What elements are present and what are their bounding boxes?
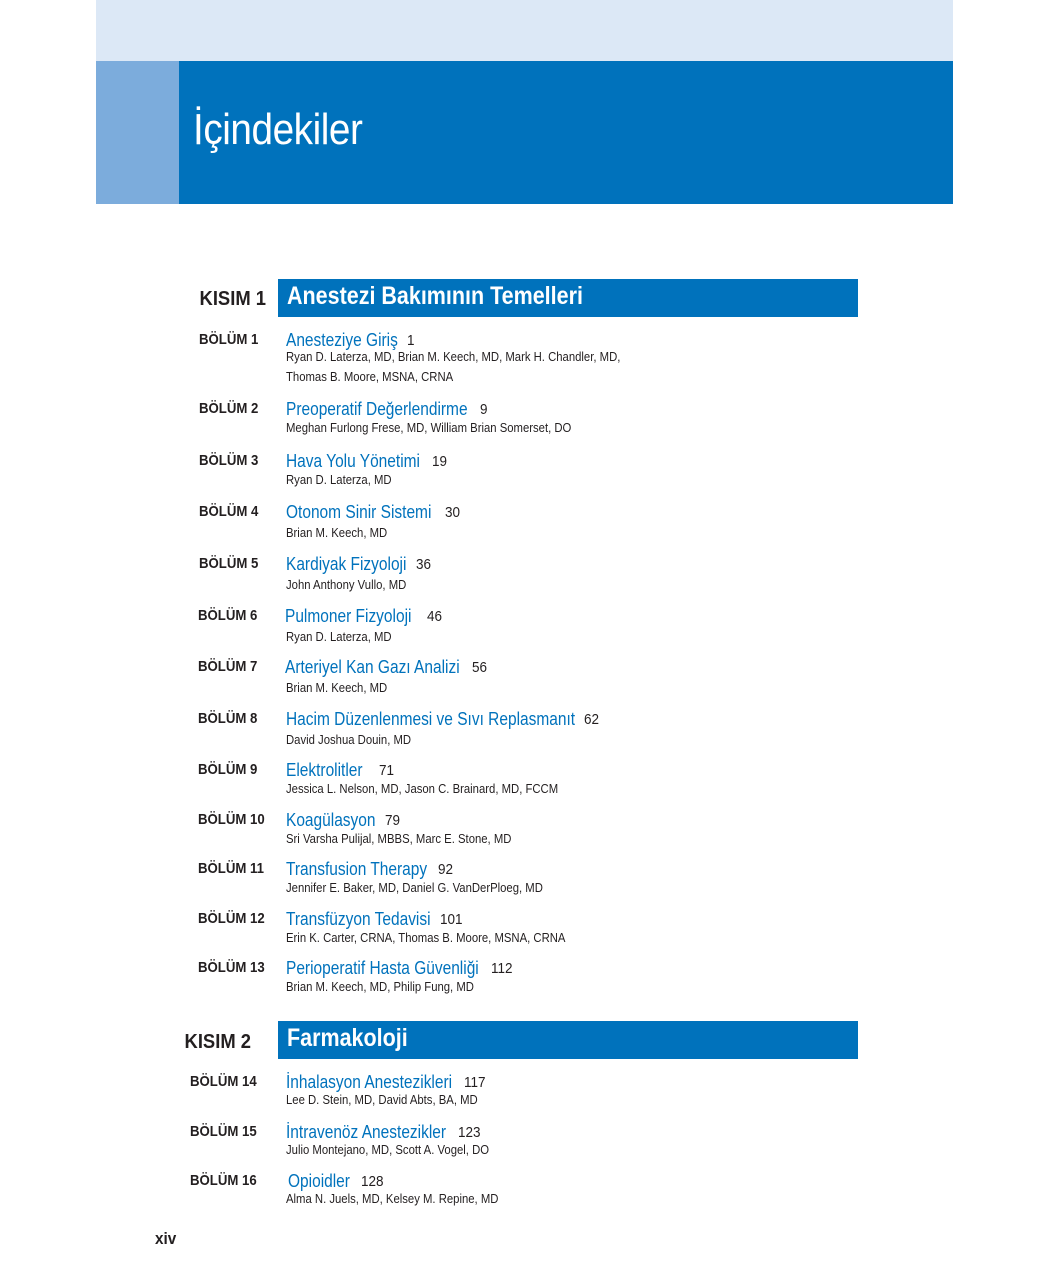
chapter-authors-line: Ryan D. Laterza, MD [286, 629, 392, 644]
chapter-page-number: 123 [458, 1124, 481, 1141]
chapter-label: BÖLÜM 15 [190, 1123, 257, 1140]
chapter-page-number: 101 [440, 911, 463, 928]
chapter-authors-line: Lee D. Stein, MD, David Abts, BA, MD [286, 1092, 478, 1107]
chapter-label: BÖLÜM 1 [199, 331, 259, 348]
part-2-title: Farmakoloji [287, 1024, 408, 1052]
chapter-authors-line: Meghan Furlong Frese, MD, William Brian Somerset, DO [286, 420, 572, 435]
chapter-label: BÖLÜM 2 [199, 400, 259, 417]
chapter-title-link[interactable]: Otonom Sinir Sistemi [286, 502, 432, 522]
chapter-title-link[interactable]: Elektrolitler [286, 760, 363, 780]
chapter-label: BÖLÜM 12 [198, 910, 265, 927]
chapter-authors-line: Brian M. Keech, MD, Philip Fung, MD [286, 979, 474, 994]
chapter-page-number: 112 [491, 960, 513, 977]
chapter-title-link[interactable]: Hacim Düzenlenmesi ve Sıvı Replasmanıt [286, 709, 576, 729]
chapter-label: BÖLÜM 10 [198, 811, 265, 828]
chapter-page-number: 117 [464, 1074, 486, 1091]
chapter-label: BÖLÜM 7 [198, 658, 258, 675]
header-banner [179, 61, 953, 204]
chapter-page-number: 30 [445, 504, 461, 521]
part-2-bar [278, 1021, 858, 1059]
chapter-label: BÖLÜM 6 [198, 607, 258, 624]
chapter-page-number: 9 [480, 401, 488, 418]
chapter-label: BÖLÜM 3 [199, 452, 259, 469]
chapter-label: BÖLÜM 11 [198, 860, 265, 877]
chapter-authors-line: Jessica L. Nelson, MD, Jason C. Brainard, MD, FCCM [286, 781, 559, 796]
chapter-authors-line: David Joshua Douin, MD [286, 732, 412, 747]
chapter-label: BÖLÜM 4 [199, 503, 259, 520]
top-band [96, 0, 953, 61]
chapter-title-link[interactable]: Pulmoner Fizyoloji [285, 606, 412, 626]
chapter-label: BÖLÜM 5 [199, 555, 259, 572]
chapter-page-number: 56 [472, 659, 488, 676]
page-folio: xiv [155, 1229, 177, 1248]
chapter-page-number: 46 [427, 608, 443, 625]
header-side-block [96, 61, 179, 204]
chapter-authors-line: Brian M. Keech, MD [286, 525, 388, 540]
chapter-label: BÖLÜM 8 [198, 710, 258, 727]
chapter-title-link[interactable]: Transfusion Therapy [286, 859, 428, 879]
chapter-title-link[interactable]: Transfüzyon Tedavisi [286, 909, 431, 929]
chapter-title-link[interactable]: Perioperatif Hasta Güvenliği [286, 958, 479, 978]
chapter-authors-line: Ryan D. Laterza, MD, Brian M. Keech, MD, Mark H. Chandler, MD, [286, 349, 621, 364]
chapter-authors-line: Brian M. Keech, MD [286, 680, 388, 695]
chapter-authors-line: Julio Montejano, MD, Scott A. Vogel, DO [286, 1142, 490, 1157]
chapter-authors-line: Thomas B. Moore, MSNA, CRNA [286, 369, 454, 384]
chapter-page-number: 36 [416, 556, 432, 573]
chapter-title-link[interactable]: Preoperatif Değerlendirme [286, 399, 468, 419]
chapter-page-number: 79 [385, 812, 401, 829]
chapter-page-number: 1 [407, 332, 415, 349]
chapter-authors-line: Alma N. Juels, MD, Kelsey M. Repine, MD [286, 1191, 499, 1206]
chapter-title-link[interactable]: İntravenöz Anestezikler [286, 1122, 447, 1142]
chapter-label: BÖLÜM 13 [198, 959, 265, 976]
chapter-label: BÖLÜM 9 [198, 761, 258, 778]
chapter-title-link[interactable]: Arteriyel Kan Gazı Analizi [285, 657, 460, 677]
page-title: İçindekiler [193, 105, 363, 154]
chapter-authors-line: Jennifer E. Baker, MD, Daniel G. VanDerPloeg, MD [286, 880, 543, 895]
chapter-page-number: 92 [438, 861, 454, 878]
chapter-title-link[interactable]: Anesteziye Giriş [286, 330, 398, 350]
chapter-page-number: 128 [361, 1173, 384, 1190]
chapter-title-link[interactable]: Koagülasyon [286, 810, 376, 830]
part-1-bar [278, 279, 858, 317]
chapter-page-number: 62 [584, 711, 600, 728]
chapter-authors-line: Ryan D. Laterza, MD [286, 472, 392, 487]
chapter-title-link[interactable]: Kardiyak Fizyoloji [286, 554, 407, 574]
chapter-page-number: 71 [379, 762, 395, 779]
part-1-label: KISIM 1 [199, 288, 266, 310]
chapter-authors-line: Sri Varsha Pulijal, MBBS, Marc E. Stone, MD [286, 831, 512, 846]
chapter-title-link[interactable]: Opioidler [288, 1171, 350, 1191]
chapter-title-link[interactable]: Hava Yolu Yönetimi [286, 451, 420, 471]
part-1-title: Anestezi Bakımının Temelleri [287, 282, 583, 310]
chapter-page-number: 19 [432, 453, 448, 470]
chapter-label: BÖLÜM 16 [190, 1172, 257, 1189]
chapter-authors-line: Erin K. Carter, CRNA, Thomas B. Moore, MSNA, CRNA [286, 930, 566, 945]
part-2-label: KISIM 2 [184, 1031, 251, 1053]
chapter-title-link[interactable]: İnhalasyon Anestezikleri [286, 1072, 453, 1092]
chapter-authors-line: John Anthony Vullo, MD [286, 577, 407, 592]
chapter-label: BÖLÜM 14 [190, 1073, 257, 1090]
